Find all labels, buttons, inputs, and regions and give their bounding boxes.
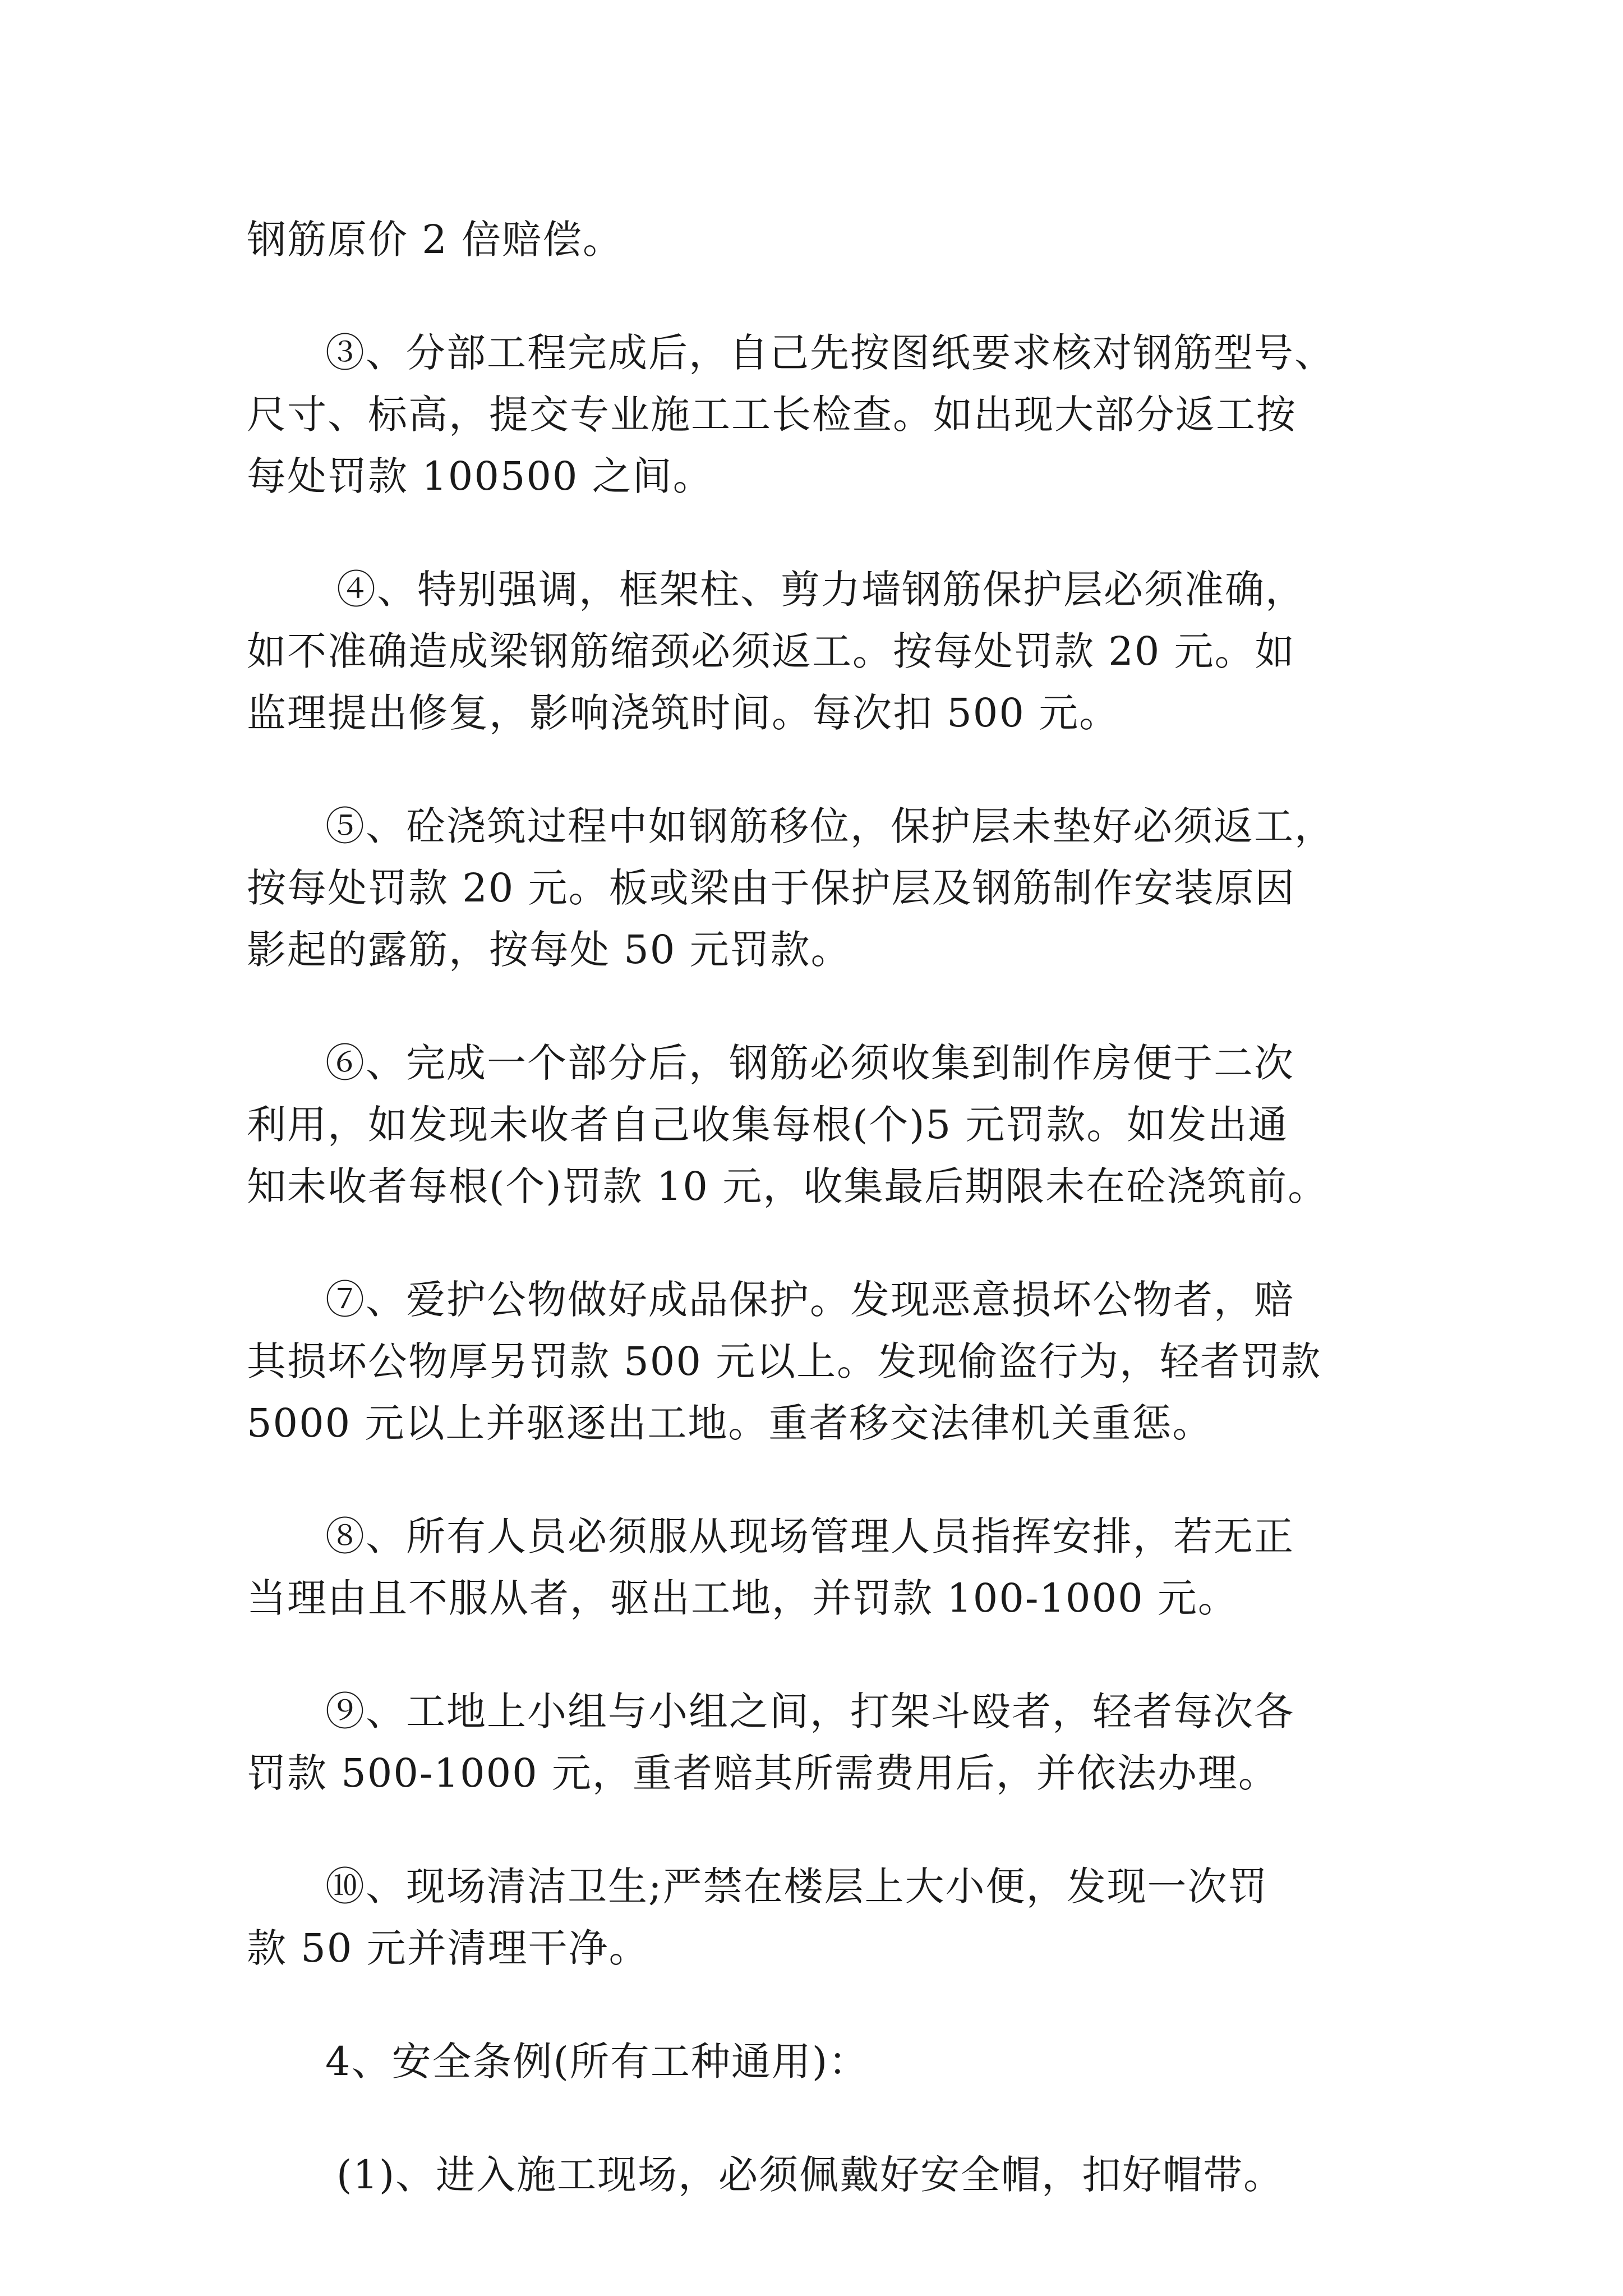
text-line: 知未收者每根(个)罚款 10 元，收集最后期限未在砼浇筑前。 — [247, 1163, 1329, 1209]
text-line: 4、安全条例(所有工种通用)： — [325, 2039, 869, 2085]
text-line: ⑤、砼浇筑过程中如钢筋移位，保护层未垫好必须返工， — [325, 803, 1335, 849]
text-line: ④、特别强调，框架柱、剪力墙钢筋保护层必须准确， — [336, 567, 1306, 613]
text-line: 款 50 元并清理干净。 — [247, 1925, 649, 1971]
text-line: 罚款 500-1000 元，重者赔其所需费用后，并依法办理。 — [247, 1750, 1279, 1796]
paragraph-safety-item-1 — [247, 2144, 1385, 2206]
text-line: (1)、进入施工现场，必须佩戴好安全帽，扣好帽带。 — [336, 2152, 1284, 2198]
text-line: 钢筋原价 2 倍赔偿。 — [247, 217, 624, 263]
paragraph-item-5 — [247, 795, 1385, 981]
text-line: 按每处罚款 20 元。板或梁由于保护层及钢筋制作安装原因 — [247, 865, 1295, 911]
text-line: ③、分部工程完成后，自己先按图纸要求核对钢筋型号、 — [325, 330, 1335, 376]
text-line: ⑩、现场清洁卫生;严禁在楼层上大小便，发现一次罚 — [325, 1864, 1269, 1910]
text-line: 如不准确造成梁钢筋缩颈必须返工。按每处罚款 20 元。如 — [247, 628, 1295, 674]
section-heading-safety — [247, 2031, 1385, 2092]
paragraph-item-4 — [247, 559, 1385, 744]
paragraph-continuation — [247, 209, 1385, 270]
text-line: 每处罚款 100500 之间。 — [247, 453, 713, 499]
text-line: ⑥、完成一个部分后，钢筋必须收集到制作房便于二次 — [325, 1040, 1294, 1086]
paragraph-item-6 — [247, 1032, 1385, 1217]
paragraph-item-3 — [247, 322, 1385, 507]
text-line: 5000 元以上并驱逐出工地。重者移交法律机关重惩。 — [247, 1400, 1213, 1446]
text-line: 当理由且不服从者，驱出工地，并罚款 100-1000 元。 — [247, 1575, 1238, 1621]
paragraph-item-7 — [247, 1269, 1385, 1454]
text-line: 利用，如发现未收者自己收集每根(个)5 元罚款。如发出通 — [247, 1102, 1289, 1148]
paragraph-item-8 — [247, 1506, 1385, 1629]
text-line: 其损坏公物厚另罚款 500 元以上。发现偷盗行为，轻者罚款 — [247, 1338, 1322, 1384]
paragraph-item-10 — [247, 1856, 1385, 1979]
text-line: ⑨、工地上小组与小组之间，打架斗殴者，轻者每次各 — [325, 1688, 1294, 1734]
text-line: ⑧、所有人员必须服从现场管理人员指挥安排，若无正 — [325, 1513, 1294, 1559]
text-line: ⑦、爱护公物做好成品保护。发现恶意损坏公物者，赔 — [325, 1277, 1294, 1323]
text-line: 影起的露筋，按每处 50 元罚款。 — [247, 927, 851, 973]
text-line: 监理提出修复，影响浇筑时间。每次扣 500 元。 — [247, 690, 1120, 736]
document-body — [247, 209, 1385, 2257]
text-line: 尺寸、标高，提交专业施工工长检查。如出现大部分返工按 — [247, 392, 1297, 438]
paragraph-item-9 — [247, 1681, 1385, 1804]
